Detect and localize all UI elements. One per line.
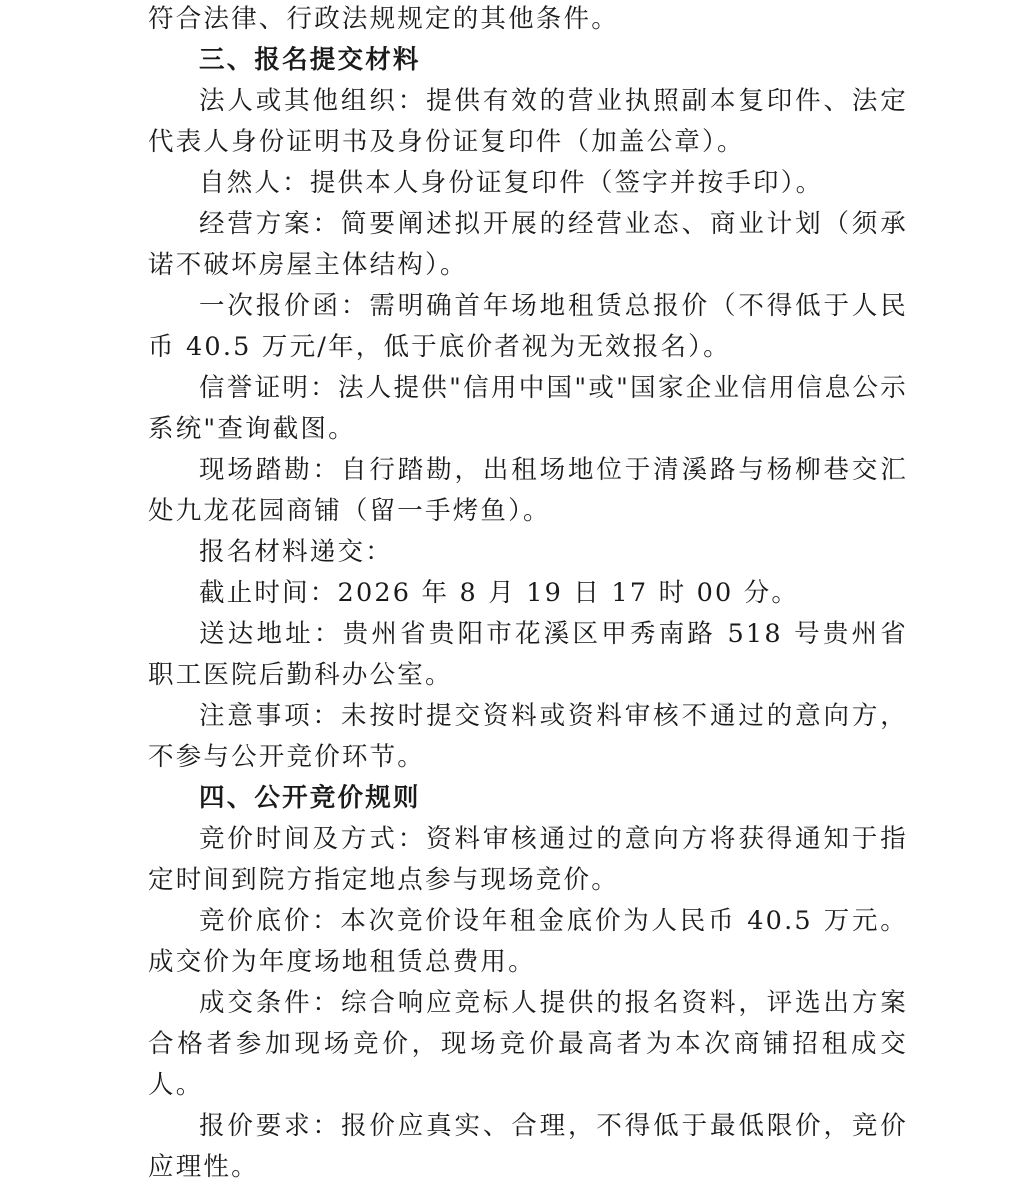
paragraph-legal-entity [148,81,908,163]
section-heading-4: 四、公开竞价规则 [199,783,421,813]
paragraph-business-plan [148,204,908,286]
paragraph-deadline [148,573,908,614]
item-text: 简要阐述拟开展的经营业态、商业计划（须承诺不破坏房屋主体结构）。 [148,209,908,280]
paragraph-notes [148,696,908,778]
item-label: 法人或其他组织： [199,86,427,116]
item-text: 法人提供"信用中国"或"国家企业信用信息公示系统"查询截图。 [148,373,908,444]
item-label: 截止时间： [199,578,338,608]
item-label: 送达地址： [199,619,343,649]
item-label: 注意事项： [199,701,341,731]
item-label: 报价要求： [199,1111,341,1141]
item-label: 经营方案： [199,209,341,239]
item-text: 提供有效的营业执照副本复印件、法定代表人身份证明书及身份证复印件（加盖公章）。 [148,86,908,157]
paragraph-continuation: 符合法律、行政法规规定的其他条件。 [148,4,619,34]
item-label: 一次报价函： [199,291,370,321]
paragraph-natural-person [148,163,908,204]
item-label: 信誉证明： [199,373,338,403]
item-label: 现场踏勘： [199,455,341,485]
section-heading-3: 三、报名提交材料 [199,45,421,75]
item-text: 报价应真实、合理，不得低于最低限价，竞价应理性。 [148,1111,908,1182]
item-text: 综合响应竞标人提供的报名资料，评选出方案合格者参加现场竞价，现场竞价最高者为本次商铺招租成交人。 [148,988,908,1100]
item-text: 提供本人身份证复印件（签字并按手印）。 [309,168,824,198]
item-text: 资料审核通过的意向方将获得通知于指定时间到院方指定地点参与现场竞价。 [148,824,908,895]
item-label: 竞价时间及方式： [199,824,427,854]
item-label: 报名材料递交： [199,537,393,567]
paragraph-quote-requirements [148,1106,908,1188]
paragraph-site-survey [148,450,908,532]
item-text: 未按时提交资料或资料审核不通过的意向方，不参与公开竞价环节。 [148,701,908,772]
item-text: 本次竞价设年租金底价为人民币 40.5 万元。成交价为年度场地租赁总费用。 [148,906,908,977]
paragraph-deal-conditions [148,983,908,1106]
paragraph-address [148,614,908,696]
paragraph-bidding-time [148,819,908,901]
item-text: 贵州省贵阳市花溪区甲秀南路 518 号贵州省职工医院后勤科办公室。 [148,619,908,690]
paragraph-credit-proof [148,368,908,450]
paragraph-submission [148,532,908,573]
item-label: 竞价底价： [199,906,341,936]
item-text: 需明确首年场地租赁总报价（不得低于人民币 40.5 万元/年，低于底价者视为无效报名）。 [148,291,908,362]
document-body [148,0,908,1188]
item-text: 自行踏勘，出租场地位于清溪路与杨柳巷交汇处九龙花园商铺（留一手烤鱼）。 [148,455,908,526]
paragraph-quotation-letter [148,286,908,368]
paragraph-reserve-price [148,901,908,983]
item-label: 自然人： [199,168,310,198]
item-label: 成交条件： [199,988,341,1018]
item-text: 2026 年 8 月 19 日 17 时 00 分。 [337,578,800,608]
